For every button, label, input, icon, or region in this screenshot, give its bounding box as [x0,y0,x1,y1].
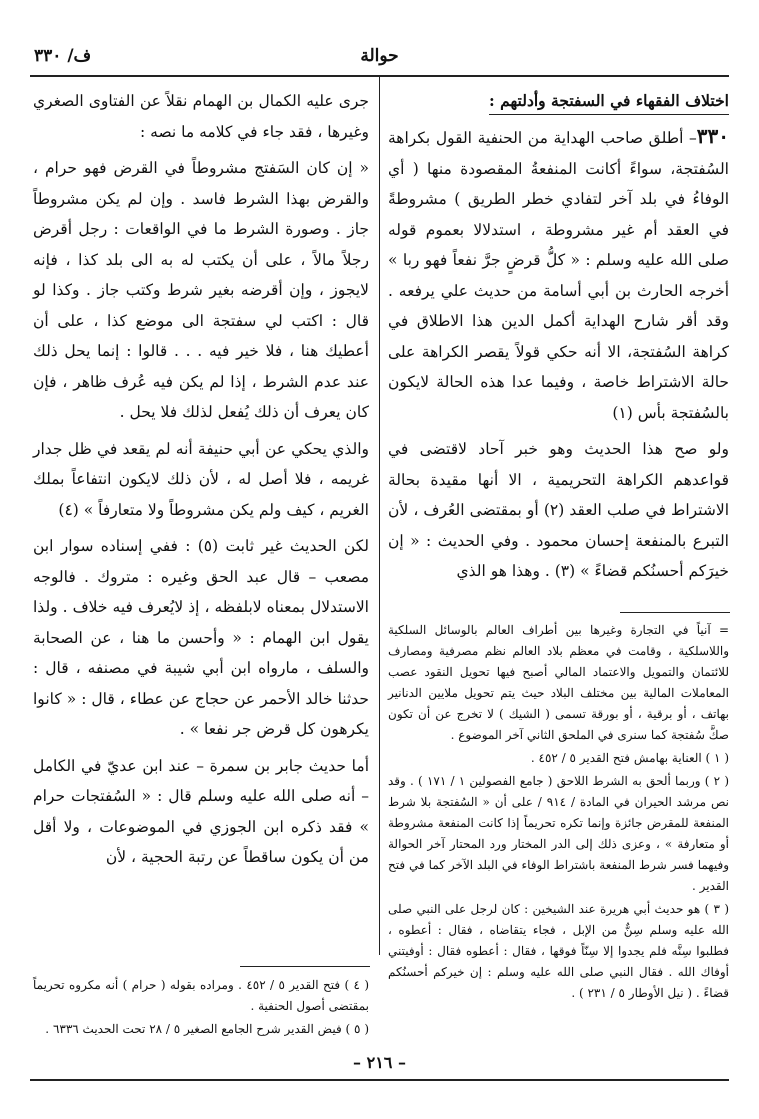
page-number: – ٢١٦ – [353,1053,406,1072]
footnote-3: ( ٣ ) هو حديث أبي هريرة عند الشيخين : كان لرجل على النبي صلى الله عليه وسلم سِنٌّ من الإبل ، فجاء يتقاضاه ، فقال : أعطوه ، فطلبوا سِنَّه فلم يجدوا إلا سِنّاً فوقها ، فقال : أعطوه فقال : أوفيتني أوفاك الله . فقال النبي صلى الله عليه وسلم : إن خيركم أحسنُكم قضاءً . ( نيل الأوطار ٥ / ٢٣١ ) . [388,902,730,1000]
left-footnotes [33,975,369,1042]
right-column [388,86,729,593]
footnote-continuation: = آنياً في التجارة وغيرها بين أطراف العالم بالوسائل السلكية واللاسلكية ، وقامت في معظم بلاد العالم نظم مصرفية ومصارف للائتمان والتمويل والاعتماد المالي أصبح فيها تحويل النقود عصب المعاملات المالية بين مختلف البلاد حيث يتم تحويل ملايين الدنانير بهاتف ، أو برقية ، أو بورقة تسمى ( الشيك ) لا تخرج عن أن تكون صكَّ سُفتجة كما سنرى في الملحق الثاني آخر الموضوع . [388,623,729,742]
section-heading: اختلاف الفقهاء في السفتجة وأدلتهم : [489,88,729,115]
footer-rule [30,1079,729,1081]
left-column [33,86,369,879]
footnote-4: ( ٤ ) فتح القدير ٥ / ٤٥٢ . ومراده بقوله ( حرام ) أنه مكروه تحريماً بمقتضى أصول الحنفية . [33,978,370,1013]
footnote-1: ( ١ ) العناية بهامش فتح القدير ٥ / ٤٥٢ . [530,751,729,765]
paragraph: والذي يحكي عن أبي حنيفة أنه لم يقعد في ظل جدار غريمه ، فلا أصل له ، لأن ذلك لايكون انتفاعاً بملك الغريم ، كيف ولم يكن مشروطاً ولا متعارفاً » (٤) [33,439,369,519]
paragraph-text: – أطلق صاحب الهداية من الحنفية القول بكراهة السُفتجة، سواءً أكانت المنفعةُ المقصودة منها ( أي الوفاءُ في بلد آخر لتفادي خطر الطريق ) مشروطةً في العقد أم غير مشروطة ، استدلالا بعموم قوله صلى الله عليه وسلم : « كلُّ قرضٍ جرَّ نفعاً فهو ربا » أخرجه الحارث بن أبي أسامة من حديث علي يرفعه . وقد أقر شارح الهداية أكمل الدين هذا الاطلاق في كراهة السُفتجة، الا أنه حكي قولاً يقصر الكراهة على حالة الاشتراط خاصة ، وفيما عدا هذه الحالة لايكون بالسُفتجة بأس (١) [388,129,729,422]
paragraph: لكن الحديث غير ثابت (٥) : ففي إسناده سوار ابن مصعب – قال عبد الحق وغيره : متروك . فالوجه الاستدلال بمعناه لابلفظه ، إذ لايُعرف فيه خلاف . ولذا يقول ابن الهمام : « وأحسن ما هنا ، عن الصحابة والسلف ، مارواه ابن أبي شيبة في مصنفه ، قال : حدثنا خالد الأحمر عن حجاج عن عطاء ، قال : « كانوا يكرهون كل قرض جر نفعا » . [33,537,370,738]
section-reference: ف/ ٣٣٠ [34,46,92,66]
quotation: « إن كان السَفتج مشروطاً في القرض فهو حرام ، والقرض بهذا الشرط فاسد . وإن لم يكن مشروطاً جاز . وصورة الشرط ما في الواقعات : رجل أقرض رجلاً مالاً ، على أن يكتب له به الى بلد كذا ، فإنه لايجوز ، وإن أقرضه بغير شرط وكتب جاز . وكذا لو قال : اكتب لي سفتجة الى موضع كذا ، على أن أعطيك هنا ، فلا خير فيه . . . قالوا : إنما يحل ذلك عند عدم الشرط ، إذا لم يكن فيه عُرف ظاهر ، فإن كان يعرف أن ذلك يُفعل لذلك فلا يحل . [33,159,369,421]
paragraph: أما حديث جابر بن سمرة – عند ابن عديّ في الكامل – أنه صلى الله عليه وسلم قال : « السُفتجات حرام » فقد ذكره ابن الجوزي في الموضوعات ، ولا أقل من أن يكون ساقطاً عن رتبة الحجية ، لأن [33,756,369,866]
paragraph-number: ٣٣٠ [696,124,729,148]
footnote-5: ( ٥ ) فيض القدير شرح الجامع الصغير ٥ / ٢٨ تحت الحديث ٦٣٣٦ . [45,1022,369,1036]
page-header [30,42,729,72]
running-title: حوالة [360,46,399,66]
right-footnotes [388,620,729,1006]
footnote-rule [240,966,370,967]
paragraph: ولو صح هذا الحديث وهو خبر آحاد لاقتضى في قواعدهم الكراهة التحريمية ، الا أنها مقيدة بحالة الاشتراط في صلب العقد (٢) أو بمقتضى العُرف ، لأن التبرع بالمنفعة إحسان محمود . وفي الحديث : « إن خيرَكم أحسنُكم قضاءً » (٣) . وهذا هو الذي [388,440,729,580]
paragraph-330 [388,121,729,428]
paragraph: جرى عليه الكمال بن الهمام نقلاً عن الفتاوى الصغري وغيرها ، فقد جاء في كلامه ما نصه : [33,92,369,141]
column-divider [379,75,380,955]
footnote-rule [620,612,730,613]
footnote-2: ( ٢ ) وربما ألحق به الشرط اللاحق ( جامع الفصولين ١ / ١٧١ ) . وقد نص مرشد الحيران في المادة / ٩١٤ / على أن « السُفتجة بلا شرط المنفعة للمقرض جائزة وإنما تكره تحريماً إذا كانت المنفعة مشروطة أو متعارفة » ، وعزى ذلك إلى الدر المختار ورد المحتار آخر الحوالة وفيهما فسر شرط المنفعة باشتراط الوفاء في البلد الآخر كما في فتح القدير . [388,774,729,893]
